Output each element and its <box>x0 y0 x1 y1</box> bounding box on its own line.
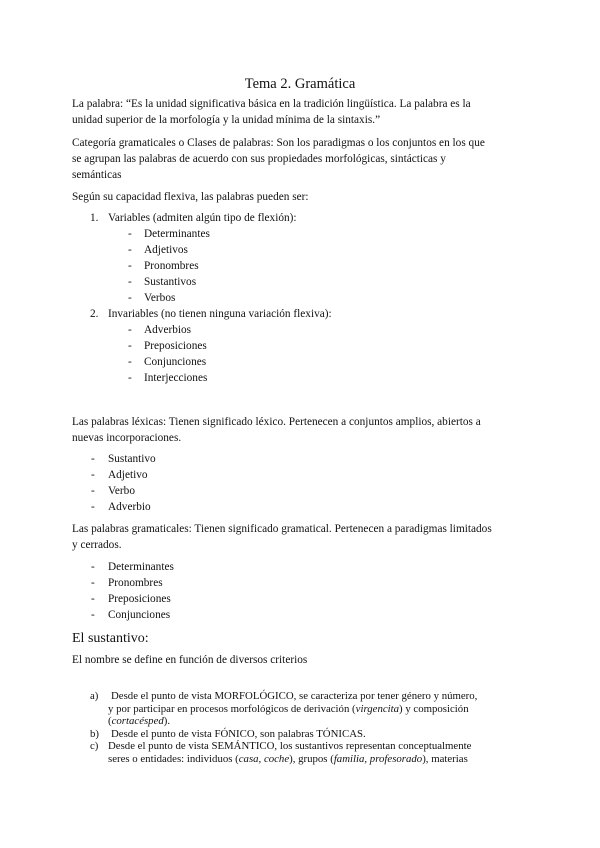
list-item: Pronombres <box>144 260 199 272</box>
dash-bullet: - <box>128 260 132 272</box>
lexicas-definition-line: nuevas incorporaciones. <box>72 432 182 444</box>
list-item: Conjunciones <box>108 609 171 621</box>
list-item: Verbo <box>108 485 135 497</box>
sustantivo-intro: El nombre se define en función de diversos criterios <box>72 654 308 666</box>
dash-bullet: - <box>128 276 132 288</box>
dash-bullet: - <box>128 292 132 304</box>
criterio-morfologico-line: y por participar en procesos morfológicos de derivación (virgencita) y composición <box>108 702 469 715</box>
list-item: Interjecciones <box>144 372 208 384</box>
dash-bullet: - <box>91 561 95 573</box>
dash-bullet: - <box>128 356 132 368</box>
palabra-definition-line: La palabra: “Es la unidad significativa básica en la tradición lingüística. La palabra es la <box>72 98 471 110</box>
example-familia-profesorado: familia, profesorado <box>333 752 423 765</box>
criterio-semantico-line: seres o entidades: individuos (casa, coche), grupos (familia, profesorado), materias <box>108 752 468 765</box>
dash-bullet: - <box>91 469 95 481</box>
section-heading-sustantivo: El sustantivo: <box>72 631 149 646</box>
example-cortacesped: cortacésped <box>111 715 164 727</box>
gramaticales-definition-line: y cerrados. <box>72 539 122 551</box>
criterio-fonico-line: Desde el punto de vista FÓNICO, son palabras TÓNICAS. <box>111 727 366 740</box>
dash-bullet: - <box>91 453 95 465</box>
dash-bullet: - <box>128 324 132 336</box>
dash-bullet: - <box>91 485 95 497</box>
list-number: 2. <box>90 308 99 320</box>
dash-bullet: - <box>91 501 95 513</box>
dash-bullet: - <box>91 593 95 605</box>
list-item: Preposiciones <box>144 340 207 352</box>
criterio-semantico-line: Desde el punto de vista SEMÁNTICO, los sustantivos representan conceptualmente <box>108 740 472 752</box>
list-item: Sustantivo <box>108 453 156 465</box>
dash-bullet: - <box>91 577 95 589</box>
palabra-definition-line: unidad superior de la morfología y la unidad mínima de la sintaxis.” <box>72 114 381 126</box>
list-item: Pronombres <box>108 577 163 589</box>
list-item: Adjetivo <box>108 469 148 481</box>
page-title: Tema 2. Gramática <box>244 76 356 92</box>
categoria-definition-line: Categoría gramaticales o Clases de palabras: Son los paradigmas o los conjuntos en los que <box>72 137 485 149</box>
list-number: 1. <box>90 212 99 224</box>
criterio-morfologico-line: Desde el punto de vista MORFOLÓGICO, se caracteriza por tener género y número, <box>111 690 478 702</box>
criterio-morfologico-line: (cortacésped). <box>108 715 171 727</box>
list-item: Determinantes <box>108 561 174 573</box>
list-item: Sustantivos <box>144 276 197 288</box>
list-item: Verbos <box>144 292 176 304</box>
dash-bullet: - <box>128 372 132 384</box>
variables-label: Variables (admiten algún tipo de flexión): <box>108 212 297 224</box>
list-item: Adjetivos <box>144 244 188 256</box>
example-virgencita: virgencita <box>355 702 400 715</box>
list-item: Conjunciones <box>144 356 207 368</box>
list-marker: c) <box>90 740 99 752</box>
list-item: Adverbio <box>108 501 151 513</box>
gramaticales-definition-line: Las palabras gramaticales: Tienen significado gramatical. Pertenecen a paradigmas limitados <box>72 523 492 535</box>
dash-bullet: - <box>128 340 132 352</box>
list-item: Determinantes <box>144 228 210 240</box>
dash-bullet: - <box>128 244 132 256</box>
example-casa-coche: casa, coche <box>238 752 290 765</box>
dash-bullet: - <box>91 609 95 621</box>
list-marker: b) <box>90 727 99 740</box>
flexiva-heading: Según su capacidad flexiva, las palabras pueden ser: <box>72 191 309 203</box>
list-marker: a) <box>90 690 99 702</box>
list-item: Adverbios <box>144 324 192 336</box>
dash-bullet: - <box>128 228 132 240</box>
categoria-definition-line: semánticas <box>72 169 122 181</box>
categoria-definition-line: se agrupan las palabras de acuerdo con sus propiedades morfológicas, sintácticas y <box>72 153 446 165</box>
list-item: Preposiciones <box>108 593 171 605</box>
invariables-label: Invariables (no tienen ninguna variación flexiva): <box>108 308 332 320</box>
lexicas-definition-line: Las palabras léxicas: Tienen significado léxico. Pertenecen a conjuntos amplios, abiertos a <box>72 416 481 428</box>
